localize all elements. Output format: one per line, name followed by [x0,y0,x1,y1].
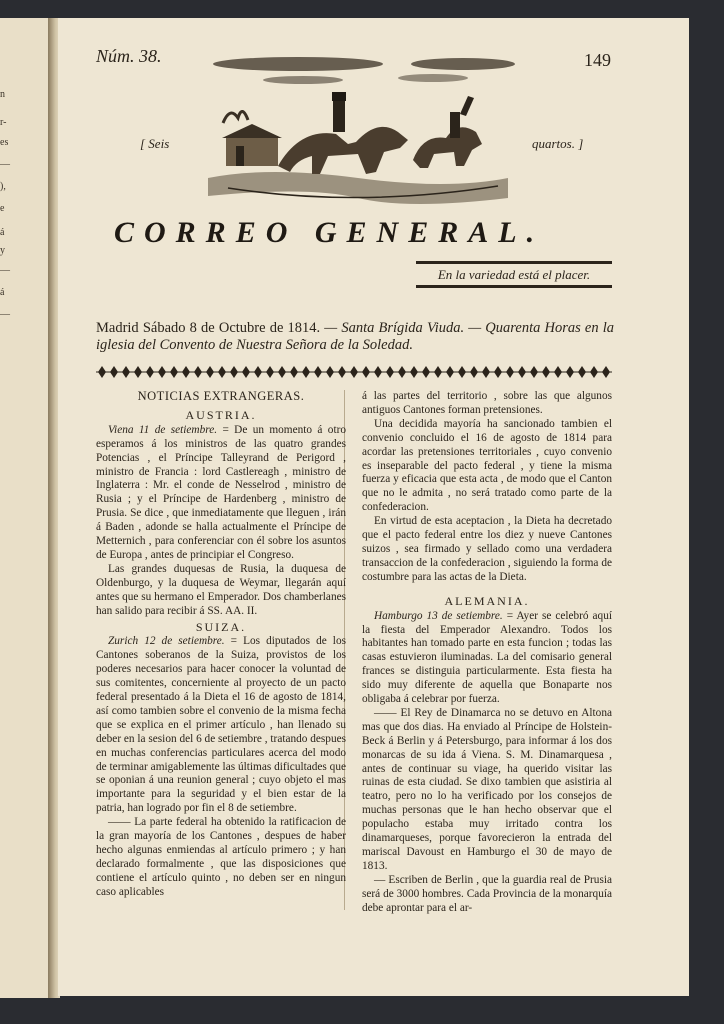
article-austria [96,424,346,563]
divider-ornament [206,366,214,378]
divider-ornament [470,366,478,378]
divider-ornament [590,366,598,378]
divider-ornament [290,366,298,378]
divider-ornament [146,366,154,378]
divider-ornament [518,366,526,378]
divider-ornament [374,366,382,378]
divider-ornament [458,366,466,378]
divider-ornament [170,366,178,378]
divider-ornament [266,366,274,378]
divider-ornament [578,366,586,378]
price-left: [ Seis [140,136,170,151]
country-heading-suiza: SUIZA. [195,619,247,634]
price-right: quartos. ] [532,136,584,151]
divider-ornament [182,366,190,378]
left-page-fragment: ), [0,181,6,192]
divider-ornament [542,366,550,378]
left-page-fragment: — [0,159,10,170]
left-page-fragment: e [0,203,5,214]
left-page-fragment: es [0,137,9,148]
divider-ornament [554,366,562,378]
masthead-vignette-illustration [208,48,518,218]
divider-ornament [506,366,514,378]
divider-ornament [242,366,250,378]
divider-ornament [482,366,490,378]
newspaper-page [58,18,689,996]
left-page-fragment: á [0,287,5,298]
divider-ornament [194,366,202,378]
article-lead: Viena 11 de setiembre. [108,423,218,436]
article-paragraph: á las partes del territorio , sobre las que algunos antiguos Cantones forman pretensiones. [362,390,612,416]
dateline-date: Madrid Sábado 8 de Octubre de 1814. [96,320,321,336]
left-page-fragment: — [0,265,10,276]
article-alemania [362,610,612,707]
masthead-title: CORREO GENERAL. [114,216,545,249]
divider-ornament [338,366,346,378]
article-paragraph: En virtud de esta aceptacion , la Dieta ha decretado que el pacto federal entre los diez y nueve Cantones suizos , sea firmado y sellado como una verdadera transaccion de la confederacion , siguiendo la forma de costumbre para las actas de la Dieta. [362,515,612,583]
country-heading-alemania: ALEMANIA. [444,593,530,608]
page-number: 149 [584,50,611,70]
divider-ornament [386,366,394,378]
divider-ornament [158,366,166,378]
divider-ornament [218,366,226,378]
divider-ornament [566,366,574,378]
article-paragraph: —— El Rey de Dinamarca no se detuvo en Altona mas que dos dias. Ha enviado al Príncipe de Holstein-Beck á Berlin y á Petersburgo, para informar á los dos monarcas de su ida á Viena. S. M. Dinamarquesa , antes de continuar su viage, ha querido visitar las ruinas de esta ciudad. Se dixo tambien que asistiria al teatro, pero no lo ha verificado por los consejos de muchas personas que le han hecho observar que el populacho estaba muy irritado contra los dinamarqueses, porque favorecieron la entrada del mariscal Davoust en Hamburgo el 30 de mayo de 1813. [362,706,612,872]
article-paragraph: Una decidida mayoría ha sancionado tambien el convenio concluido el 16 de agosto de 1814 para acordar las pretensiones territoriales , cuyo convenio es inseparable del pacto federal , y tiene la misma fuerza y eficacia que esta acta , de modo que el Canton que no le admita , no será tratado como parte de la confederacion. [362,417,612,514]
section-header: NOTICIAS EXTRANGERAS. [137,389,305,403]
left-page-fragment: á [0,227,5,238]
article-text: = Ayer se celebró aquí la fiesta del Emperador Alexandro. Todos los habitantes han tomado parte en esta funcion ; todas las casas estuvieron iluminadas. La del comisario general frances se distinguia particularmente. Esta fiesta ha sido muy diferente de aquella que Bonaparte nos obligaba á celebrar por fuerza. [362,609,612,706]
divider-ornament [302,366,310,378]
divider-ornament [230,366,238,378]
article-lead: Hamburgo 13 de setiembre. [374,609,503,622]
motto: En la variedad está el placer. [437,267,591,282]
left-page-fragment: n [0,89,5,100]
divider-ornament [422,366,430,378]
divider-ornament [530,366,538,378]
article-lead: Zurich 12 de setiembre. [108,635,225,648]
article-paragraph: Las grandes duquesas de Rusia, la duquesa de Oldenburgo, y la duquesa de Weymar, llegarán aquí antes que su hermano el Emperador. Dos chamberlanes han salido para recibir á SS. AA. II. [96,562,346,617]
issue-number: Núm. 38. [96,46,162,66]
divider-ornament [494,366,502,378]
article-text: = Los diputados de los Cantones soberanos de la Suiza, provistos de los poderes necesarios para hacer conocer la voluntad de sus comitentes, concerniente al proyecto de un pacto federal presentado á la Dieta el 16 de agosto de 1814, así como tambien sobre el convenio de la misma fecha que se explica en el primer artículo , han llenado su deber en la sesion del 6 de setiembre , tratando despues en muchas conferencias particulares acerca del modo de terminar amigablemente las últimas dificultades que se oponian á una reunion general ; cuyo objeto el mas importante para la seguridad y el bien estar de la patria, han logrado por fin el 8 de setiembre. [96,635,347,815]
divider-ornament [410,366,418,378]
left-page-fragment: r- [0,117,7,128]
article-paragraph: — Escriben de Berlin , que la guardia real de Prusia será de 3000 hombres. Cada Provincia de la monarquía debe aprontar para el ar- [362,873,612,914]
dateline-saints: — Santa Brígida Viuda. — Quarenta Horas en la iglesia del Convento de Nuestra Señora de la Soledad. [96,320,614,353]
divider-ornament [110,366,118,378]
left-column [96,390,346,900]
right-column [362,390,612,916]
divider-ornament [350,366,358,378]
divider-ornament [398,366,406,378]
divider-ornament [98,366,106,378]
left-page-fragment: y [0,245,5,256]
motto-box [416,261,612,288]
country-heading-austria: AUSTRIA. [185,407,257,422]
dateline [96,320,614,354]
divider-ornament [134,366,142,378]
divider-ornament [254,366,262,378]
article-paragraph: —— La parte federal ha obtenido la ratificacion de la gran mayoría de los Cantones , despues de haber hecho algunas enmiendas al artículo primero ; y han declarado formalmente , que las disposiciones que contiene el artículo quinto , no deben ser en ningun caso aplicables [96,816,346,898]
divider-ornament [314,366,322,378]
divider-ornament [278,366,286,378]
divider-ornament [122,366,130,378]
divider-ornament [434,366,442,378]
left-page-fragment: — [0,309,10,320]
adjacent-page-edge [0,18,53,998]
article-suiza [96,635,346,816]
divider-ornament [602,366,610,378]
divider-ornament [362,366,370,378]
article-text: = De un momento á otro esperamos á los ministros de las quatro grandes Potencias , el Príncipe Talleyrand de Perigord , ministro de Francia : lord Castlereagh , ministro de Inglaterra : Mr. el conde de Nesselrod , ministro de Rusia ; y el Príncipe de Hardenberg , ministro de Prusia. Se dice , que inmediatamente que lleguen , irán á Baden , adonde se halla actualmente el Príncipe de Metternich , para conferenciar con él sobre los asuntos de Europa , antes de principiar el Congreso. [96,423,346,561]
ornamental-divider [96,365,612,379]
divider-ornament [326,366,334,378]
divider-ornament [446,366,454,378]
